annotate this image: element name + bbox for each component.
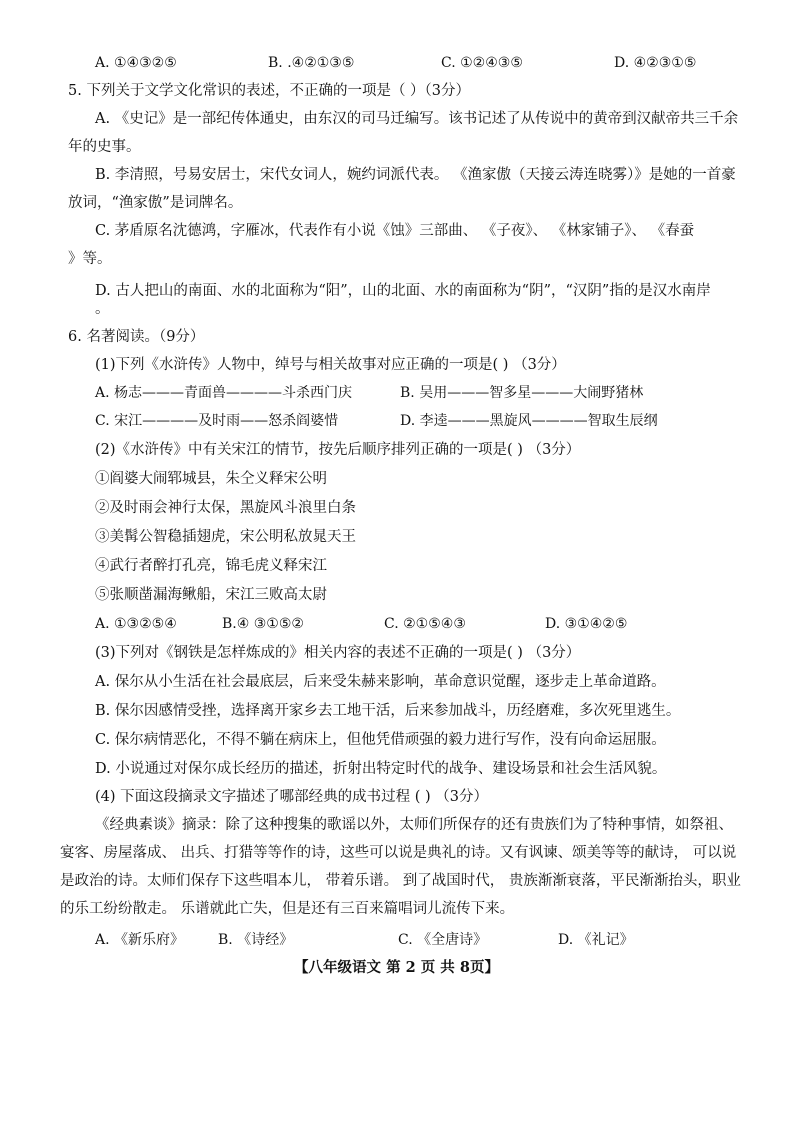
q6-stem: 6. 名著阅读。（9分） [68, 329, 205, 345]
q6-4-option-c: C. 《全唐诗》 [398, 932, 488, 948]
q6-4-option-d: D. 《礼记》 [558, 932, 634, 948]
q5-option-c: C. 茅盾原名沈德鸿，字雁冰，代表作有小说《蚀》三部曲、 《子夜》、 《林家铺子》、 《春蚕 [95, 223, 695, 239]
q5-stem: 5. 下列关于文学文化常识的表述，不正确的一项是（ ）（3分） [68, 83, 471, 99]
q6-4-option-b: B. 《诗经》 [218, 932, 294, 948]
q4-option-a: A. ①④③②⑤ [95, 55, 177, 71]
q6-2-option-a: A. ①③②⑤④ [95, 616, 177, 632]
q4-option-b: B. .④②①③⑤ [268, 55, 355, 71]
q6-2-option-c: C. ②①⑤④③ [384, 616, 466, 632]
q5-option-a-cont: 年的史事。 [68, 139, 141, 155]
q5-option-b: B. 李清照，号易安居士，宋代女词人，婉约词派代表。 《渔家傲（天接云涛连晓雾）》是她的一首豪 [95, 167, 736, 183]
q6-1-option-d: D. 李逵———黑旋风————智取生辰纲 [400, 413, 658, 429]
q6-3-option-c: C. 保尔病情恶化，不得不躺在病床上，但他凭借顽强的毅力进行写作，没有向命运屈服。 [95, 732, 666, 748]
q6-3-option-d: D. 小说通过对保尔成长经历的描述，折射出特定时代的战争、建设场景和社会生活风貌。 [95, 761, 667, 777]
q6-2-event-2: ②及时雨会神行太保，黑旋风斗浪里白条 [95, 500, 356, 516]
q6-4-passage-line-4: 的乐工纷纷散走。 乐谱就此亡失，但是还有三百来篇唱词儿流传下来。 [60, 901, 515, 917]
q6-3-stem: (3)下列对《钢铁是怎样炼成的》相关内容的表述不正确的一项是( ) （3分） [95, 645, 581, 661]
q5-option-b-cont: 放词，“渔家傲”是词牌名。 [68, 195, 243, 211]
q4-option-c: C. ①②④③⑤ [441, 55, 523, 71]
q6-1-stem: (1)下列《水浒传》人物中，绰号与相关故事对应正确的一项是( ) （3分） [95, 357, 566, 373]
q6-4-option-a: A. 《新乐府》 [95, 932, 185, 948]
q6-2-event-3: ③美髯公智稳插翅虎，宋公明私放晁天王 [95, 529, 356, 545]
q6-2-event-4: ④武行者醉打孔亮，锦毛虎义释宋江 [95, 558, 327, 574]
q6-2-stem: (2)《水浒传》中有关宋江的情节，按先后顺序排列正确的一项是( ) （3分） [95, 442, 581, 458]
q6-2-event-5: ⑤张顺凿漏海鳅船，宋江三败高太尉 [95, 587, 327, 603]
q6-2-event-1: ①阎婆大闹郓城县，朱仝义释宋公明 [95, 471, 327, 487]
q6-3-option-a: A. 保尔从小生活在社会最底层，后来受朱赫来影响，革命意识觉醒，逐步走上革命道路。 [95, 674, 666, 690]
q5-option-a: A. 《史记》是一部纪传体通史，由东汉的司马迁编写。该书记述了从传说中的黄帝到汉献帝共三千余 [95, 111, 739, 127]
q6-4-passage-line-3: 是政治的诗。太师们保存下这些唱本儿， 带着乐谱。 到了战国时代， 贵族渐渐衰落，平民渐渐抬头，职业 [60, 873, 741, 889]
q5-option-d-cont: 。 [95, 301, 110, 317]
q6-1-option-c: C. 宋江————及时雨——怒杀阎婆惜 [95, 413, 339, 429]
q5-option-c-cont: 》等。 [68, 251, 112, 267]
page-footer: 【八年级语文 第 2 页 共 8页】 [294, 959, 499, 976]
q6-4-passage-line-1: 《经典素谈》摘录：除了这种搜集的歌谣以外，太师们所保存的还有贵族们为了特种事情，如祭祖、 [95, 817, 733, 833]
q6-3-option-b: B. 保尔因感情受挫，选择离开家乡去工地干活，后来参加战斗，历经磨难，多次死里逃生。 [95, 703, 681, 719]
q6-1-option-a: A. 杨志———青面兽————斗杀西门庆 [95, 385, 353, 401]
q6-4-stem: (4) 下面这段摘录文字描述了哪部经典的成书过程 ( ) （3分） [95, 789, 489, 805]
q6-1-option-b: B. 吴用———智多星———大闹野猪林 [400, 385, 644, 401]
q4-option-d: D. ④②③①⑤ [614, 55, 697, 71]
q6-2-option-d: D. ③①④②⑤ [545, 616, 628, 632]
q6-4-passage-line-2: 宴客、房屋落成、 出兵、打猎等等作的诗，这些可以说是典礼的诗。又有讽谏、颂美等等的献诗， 可以说 [60, 845, 737, 861]
q6-2-option-b: B.④ ③①⑤② [222, 616, 304, 632]
q5-option-d: D. 古人把山的南面、水的北面称为“阳”，山的北面、水的南面称为“阴”，“汉阴”指的是汉水南岸 [95, 283, 711, 299]
